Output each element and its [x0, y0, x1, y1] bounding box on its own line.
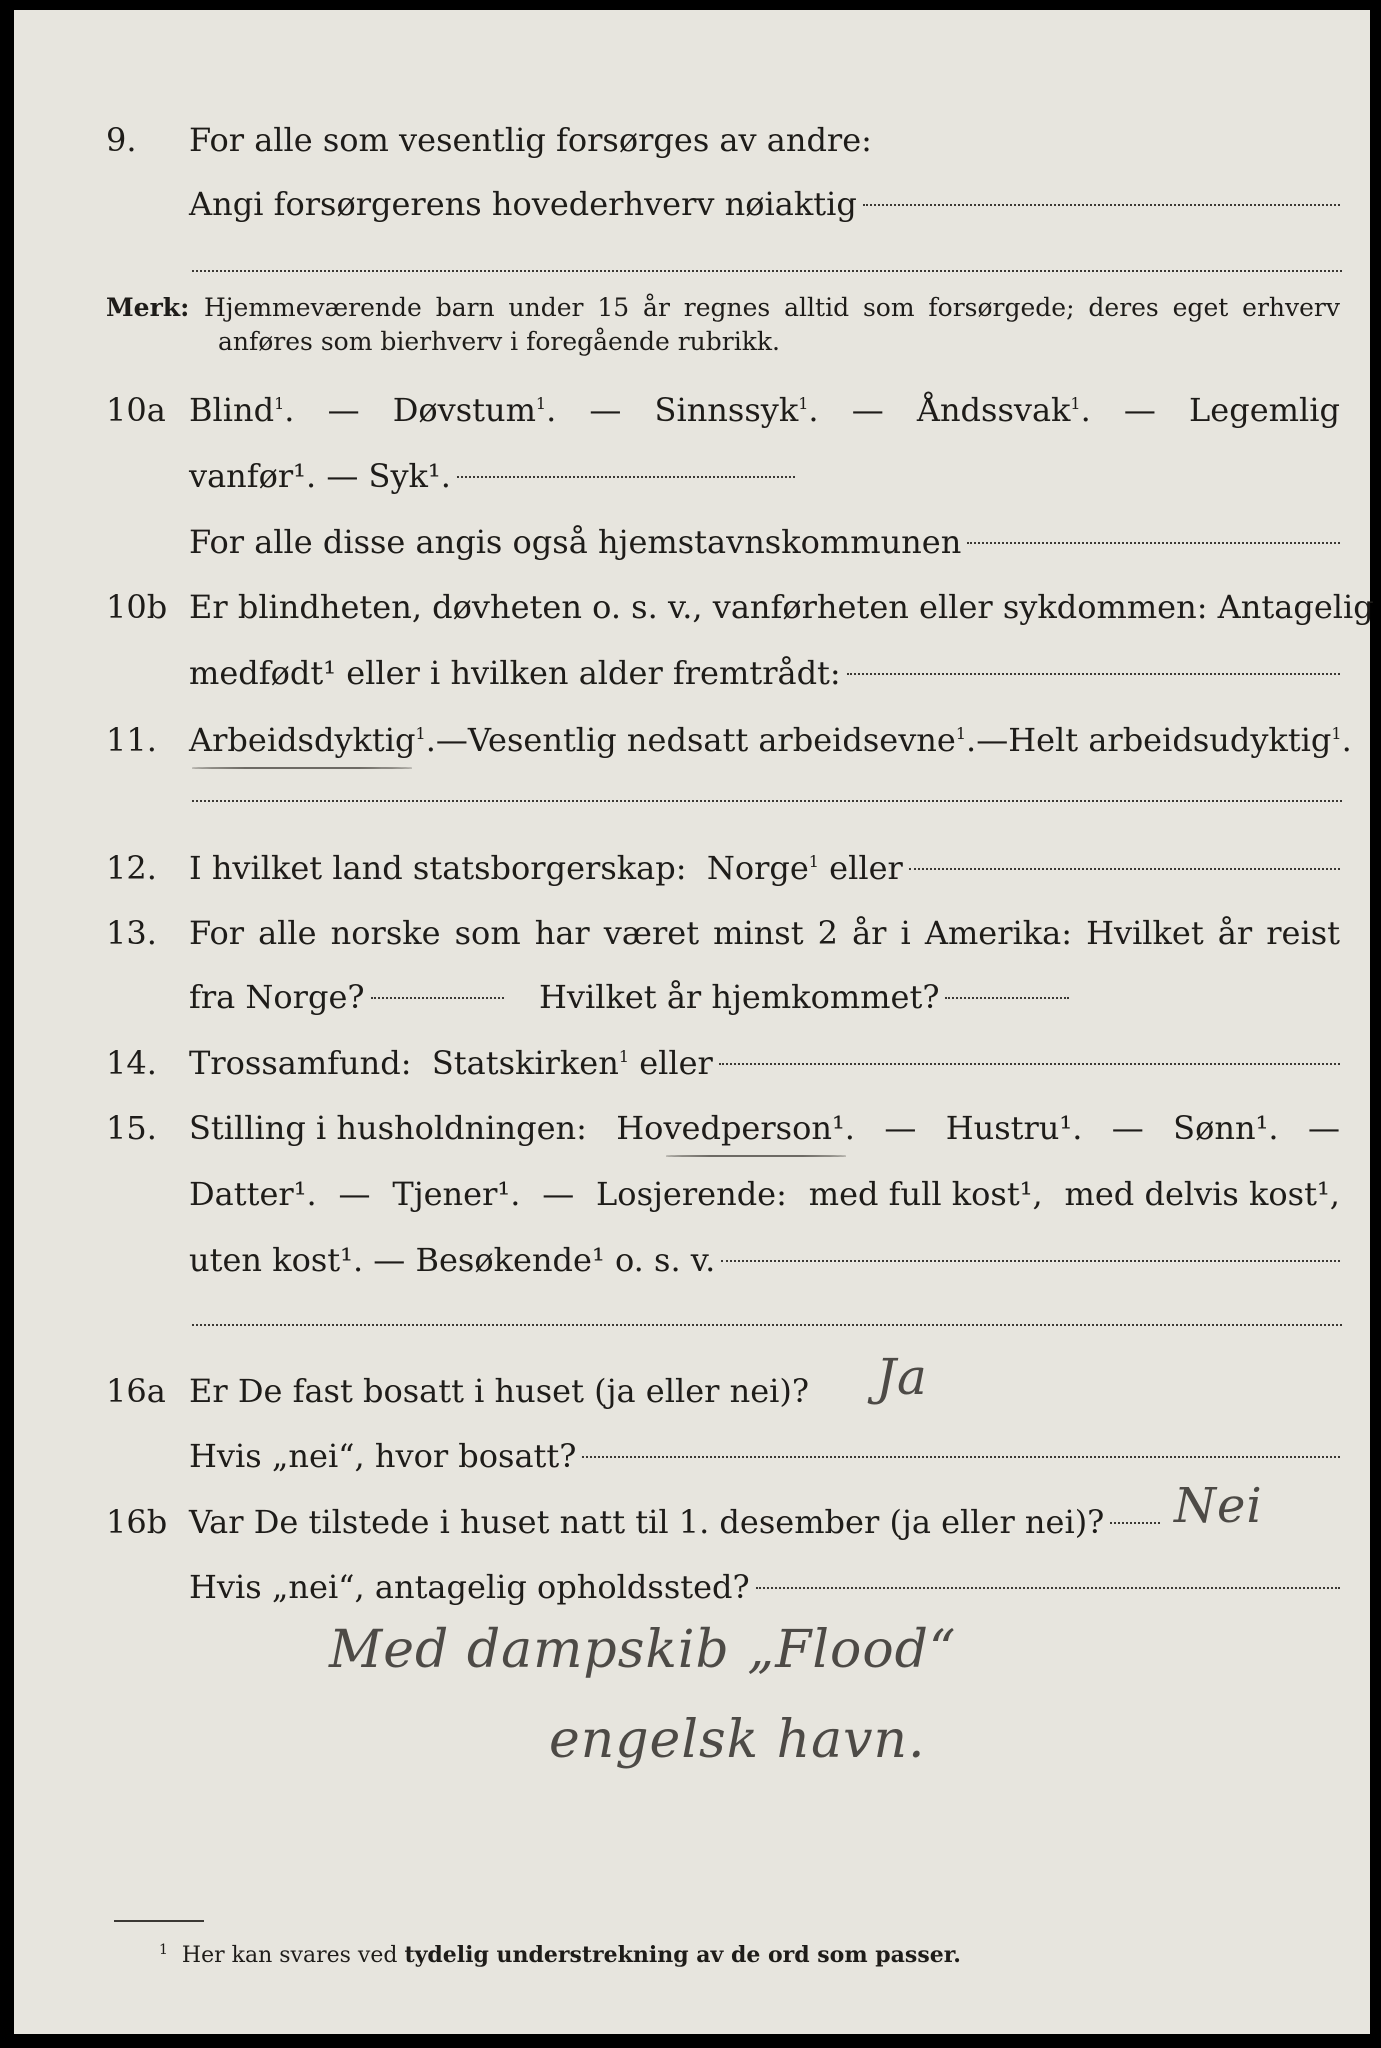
q10b-number: 10b: [106, 588, 168, 626]
q15-opt-datter[interactable]: Datter¹.: [189, 1175, 317, 1213]
q14-label: Trossamfund:: [189, 1044, 412, 1082]
q10a-opt-legemlig[interactable]: Legemlig: [1189, 391, 1340, 429]
q14-field[interactable]: [189, 1037, 1340, 1089]
q11-opt-udyktig[interactable]: Helt arbeidsudyktig$^1$.: [1008, 721, 1352, 759]
q14-answer-line[interactable]: [719, 1063, 1340, 1065]
q12-number: 12.: [106, 849, 157, 887]
q10b-answer-line[interactable]: [847, 673, 1340, 675]
dash: —: [327, 391, 360, 429]
footnote-rule: [114, 1920, 204, 1922]
q14-number: 14.: [106, 1044, 157, 1082]
q10a-opt-sinnssyk[interactable]: Sinnssyk$^1$.: [654, 391, 819, 429]
q10a-opt-dovstum[interactable]: Døvstum$^1$.: [392, 391, 557, 429]
q10b-line2: [14, 647, 1370, 699]
q10b-text: Er blindheten, døvheten o. s. v., vanførheten eller sykdommen: Antagelig: [189, 588, 1374, 626]
q16b-handwritten-answer: Nei: [1174, 1478, 1263, 1534]
footnote-text: Her kan svares ved: [181, 1943, 398, 1968]
q16a-handwritten-answer: Ja: [876, 1348, 928, 1406]
q10a-field3[interactable]: [189, 516, 1340, 568]
dash: —: [542, 1175, 575, 1213]
q12-answer-line[interactable]: [909, 868, 1340, 870]
q16b-field[interactable]: [189, 1496, 1160, 1548]
q13-number: 13.: [106, 914, 157, 952]
q15-label: Stilling i husholdningen:: [189, 1109, 587, 1147]
q9-number: 9.: [106, 121, 137, 159]
q10a-options: [189, 384, 1340, 436]
q15-opt-hustru[interactable]: Hustru¹.: [945, 1109, 1083, 1147]
q10a-number: 10a: [106, 391, 166, 429]
q10b-line1: [14, 581, 1374, 633]
q11-answer-line[interactable]: [192, 800, 1342, 802]
q13-reist-line[interactable]: [371, 997, 504, 999]
census-form-page: [14, 10, 1374, 2034]
q15-line1: [14, 1102, 1370, 1154]
q11-number: 11.: [106, 721, 157, 759]
dash: —: [1123, 391, 1156, 429]
q10a-line3: [14, 516, 1370, 568]
q15-opt-sonn[interactable]: Sønn¹.: [1173, 1109, 1279, 1147]
q14-line: [14, 1037, 1370, 1089]
q15-field[interactable]: [189, 1234, 1340, 1286]
q15-number: 15.: [106, 1109, 157, 1147]
q12-label: I hvilket land statsborgerskap:: [189, 849, 687, 887]
q12-line: [14, 842, 1370, 894]
dash: —: [976, 721, 1009, 759]
note-label: Merk:: [106, 293, 190, 322]
q16a-label: Er De fast bosatt i huset (ja eller nei)?: [189, 1372, 810, 1410]
q16a-line1: [14, 1365, 1370, 1417]
q16a-bosatt-label: Hvis „nei“, hvor bosatt?: [189, 1437, 577, 1475]
q16a-field[interactable]: [189, 1365, 810, 1417]
q13-reist-label: fra Norge?: [189, 978, 365, 1016]
q15-options-1: [189, 1102, 1340, 1154]
q16a-line2: [14, 1430, 1370, 1482]
dash: —: [884, 1109, 917, 1147]
q16a-bosatt-field[interactable]: [189, 1430, 1340, 1482]
q11-opt-arbeidsdyktig[interactable]: Arbeidsdyktig$^1$.: [189, 721, 436, 759]
dash: —: [435, 721, 468, 759]
q16b-handwritten-line1: Med dampskib „Flood“: [329, 1620, 957, 1680]
q15-line2: [14, 1168, 1370, 1220]
q9-label: Angi forsørgerens hovederhverv nøiaktig: [189, 185, 857, 223]
q13-hjem-label: Hvilket år hjemkommet?: [539, 978, 940, 1016]
q15-opt-uten-kost-besokende[interactable]: uten kost¹. — Besøkende¹ o. s. v.: [189, 1241, 716, 1279]
footnote: [159, 1935, 961, 1971]
q11-options: [189, 714, 1352, 766]
q10a-opt-andssvak[interactable]: Åndssvak$^1$.: [916, 391, 1091, 429]
q9-text: For alle som vesentlig forsørges av andre:: [189, 121, 872, 159]
q10a-opt-vanfor-syk[interactable]: vanfør¹. — Syk¹.: [189, 457, 451, 495]
q14-tail: eller: [639, 1044, 713, 1082]
q9-line2: [14, 178, 1370, 230]
q10a-opt-blind[interactable]: Blind$^1$.: [189, 391, 295, 429]
note-text-line1: Hjemmeværende barn under 15 år regnes alltid som forsørgede; deres eget erhverv: [204, 293, 1340, 322]
q16b-line1: [14, 1496, 1370, 1548]
q16b-number: 16b: [106, 1503, 168, 1541]
q9-line1: [14, 114, 1370, 166]
q13-text: For alle norske som har været minst 2 år i Amerika: Hvilket år reist: [189, 914, 1340, 952]
q16b-label: Var De tilstede i huset natt til 1. desember (ja eller nei)?: [189, 1503, 1105, 1541]
q12-opt-norge[interactable]: Norge$^1$: [706, 849, 819, 887]
q12-field[interactable]: [189, 842, 1340, 894]
q10a-kommune-label: For alle disse angis også hjemstavnskommunen: [189, 523, 962, 561]
q13-line2: [14, 971, 1370, 1023]
q16b-handwritten-line2: engelsk havn.: [549, 1710, 926, 1770]
footnote-bold-text: tydelig understrekning av de ord som passer.: [404, 1942, 961, 1968]
q15-answer-line-2[interactable]: [192, 1324, 1342, 1326]
q9-answer-line[interactable]: [863, 204, 1340, 206]
q10a-answer-line[interactable]: [457, 476, 795, 478]
dash: —: [1111, 1109, 1144, 1147]
q11-handwritten-underline: [192, 767, 412, 769]
note-text-line2: anføres som bierhverv i foregående rubrikk.: [218, 327, 780, 356]
q15-line3: [14, 1234, 1370, 1286]
q15-handwritten-underline: [666, 1155, 846, 1157]
q16a-bosatt-line[interactable]: [582, 1456, 1340, 1458]
dash: —: [851, 391, 884, 429]
q16b-opholdssted-field[interactable]: [189, 1561, 1340, 1613]
q15-opt-delvis-kost[interactable]: med delvis kost¹,: [1064, 1175, 1340, 1213]
q16b-answer-line[interactable]: [1110, 1522, 1160, 1524]
q15-options-2: [189, 1168, 1340, 1220]
q10a-kommune-line[interactable]: [967, 542, 1340, 544]
footnote-mark: 1: [159, 1942, 168, 1958]
q16b-line2: [14, 1561, 1370, 1613]
q10a-line2: [14, 450, 1370, 502]
q15-opt-hovedperson[interactable]: Hovedperson¹.: [616, 1109, 855, 1147]
q10a-line1: [14, 384, 1370, 436]
q9-answer-line-2[interactable]: [192, 270, 1342, 272]
q10b-field[interactable]: [189, 647, 1340, 699]
q15-answer-line[interactable]: [721, 1260, 1340, 1262]
q11-opt-nedsatt[interactable]: Vesentlig nedsatt arbeidsevne$^1$.: [467, 721, 977, 759]
q15-opt-tjener[interactable]: Tjener¹.: [392, 1175, 521, 1213]
dash: —: [338, 1175, 371, 1213]
q12-tail: eller: [829, 849, 903, 887]
q13-reist-field[interactable]: [189, 971, 504, 1023]
q16b-opholdssted-line[interactable]: [756, 1587, 1340, 1589]
q15-opt-full-kost[interactable]: med full kost¹,: [808, 1175, 1043, 1213]
q13-hjem-field[interactable]: [539, 971, 1069, 1023]
q9-field[interactable]: [189, 178, 1340, 230]
q13-hjem-line[interactable]: [945, 997, 1069, 999]
q13-line1: [14, 907, 1370, 959]
q10b-label: medfødt¹ eller i hvilken alder fremtrådt:: [189, 654, 841, 692]
q10a-field2[interactable]: [189, 450, 795, 502]
q11-line1: [14, 714, 1370, 766]
q16b-opholdssted-label: Hvis „nei“, antagelig opholdssted?: [189, 1568, 750, 1606]
dash: —: [1307, 1109, 1340, 1147]
q15-losjerende-label: Losjerende:: [596, 1175, 787, 1213]
q16a-number: 16a: [106, 1372, 166, 1410]
dash: —: [589, 391, 622, 429]
q14-opt-statskirken[interactable]: Statskirken$^1$: [431, 1044, 630, 1082]
